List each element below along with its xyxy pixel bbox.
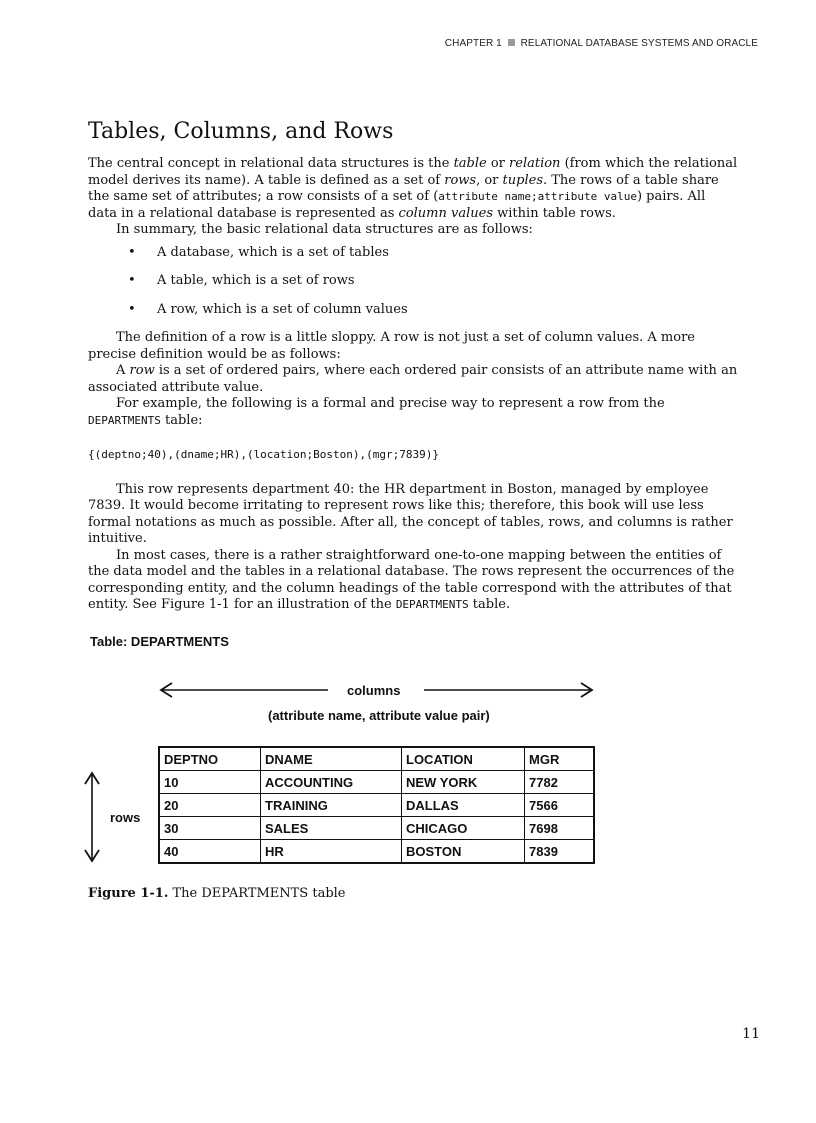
table-cell: CHICAGO [402,817,525,840]
figure-table-title: Table: DEPARTMENTS [90,634,229,649]
table-row [159,840,594,864]
table-cell: 40 [159,840,261,864]
paragraph-explanation: This row represents department 40: the HR department in Boston, managed by employee 7839. It would become irritating to represent rows like this; therefore, this book will use less formal notations as much as possible. After all, the concept of tables, rows, and columns is rather intuitive. [88,481,733,546]
bullet-list [88,245,738,319]
figure-caption: Figure 1-1. The DEPARTMENTS table [88,886,346,901]
paragraph-example: For example, the following is a formal and precise way to represent a row from the DEPARTMENTS table: [88,396,665,428]
table-header-row [159,747,594,771]
columns-sublabel: (attribute name, attribute value pair) [268,708,490,723]
column-header: DNAME [261,747,402,771]
column-header: DEPTNO [159,747,261,771]
chapter-label: CHAPTER 1 [444,38,502,49]
column-header: MGR [525,747,595,771]
paragraph-intro: The central concept in relational data structures is the table or relation (from which the relational model derives its name). A table is defined as a set of rows, or tuples. The rows of a table share the same set of attributes; a row consists of a set of (attribute name;attribute value) pairs. All data in a relational database is represented as column values within table rows. [88,156,738,221]
page-number: 11 [742,1026,760,1042]
table-cell: SALES [261,817,402,840]
paragraph-mapping: In most cases, there is a rather straightforward one-to-one mapping between the entities of the data model and the tables in a relational database. The rows represent the occurrences of the corresponding entity, and the column headings of the table correspond with the attributes of that entity. See Figure 1-1 for an illustration of the DEPARTMENTS table. [88,547,735,612]
departments-table [158,746,595,864]
bullet-icon: • [128,273,136,288]
table-cell: 30 [159,817,261,840]
page-content [88,118,738,614]
square-bullet-icon [508,39,515,46]
table-cell: TRAINING [261,794,402,817]
list-item: • A row, which is a set of column values [128,301,408,317]
table-cell: 7566 [525,794,595,817]
column-header: LOCATION [402,747,525,771]
table-row [159,771,594,794]
chapter-title: RELATIONAL DATABASE SYSTEMS AND ORACLE [520,38,758,49]
columns-label: columns [347,683,401,698]
paragraph-summary: In summary, the basic relational data structures are as follows: [116,222,533,237]
table-cell: 7782 [525,771,595,794]
table-cell: 7839 [525,840,595,864]
table-cell: 7698 [525,817,595,840]
paragraph-definition: The definition of a row is a little sloppy. A row is not just a set of column values. A more precise definition would be as follows: [88,330,695,362]
code-example: {(deptno;40),(dname;HR),(location;Boston),(mgr;7839)} [88,448,439,461]
table-cell: NEW YORK [402,771,525,794]
bullet-icon: • [128,244,136,260]
rows-label: rows [110,810,141,825]
section-title: Tables, Columns, and Rows [88,119,394,144]
table-cell: 10 [159,771,261,794]
table-cell: BOSTON [402,840,525,864]
running-header [445,38,758,49]
list-item: • A database, which is a set of tables [128,244,389,260]
table-cell: DALLAS [402,794,525,817]
table-cell: HR [261,840,402,864]
table-row [159,817,594,840]
table-cell: 20 [159,794,261,817]
paragraph-row-definition: A row is a set of ordered pairs, where each ordered pair consists of an attribute name with an associated attribute value. [88,363,738,395]
table-cell: ACCOUNTING [261,771,402,794]
table-row [159,794,594,817]
rows-arrow-icon [82,770,102,864]
list-item: • A table, which is a set of rows [128,273,355,288]
bullet-icon: • [128,301,136,317]
